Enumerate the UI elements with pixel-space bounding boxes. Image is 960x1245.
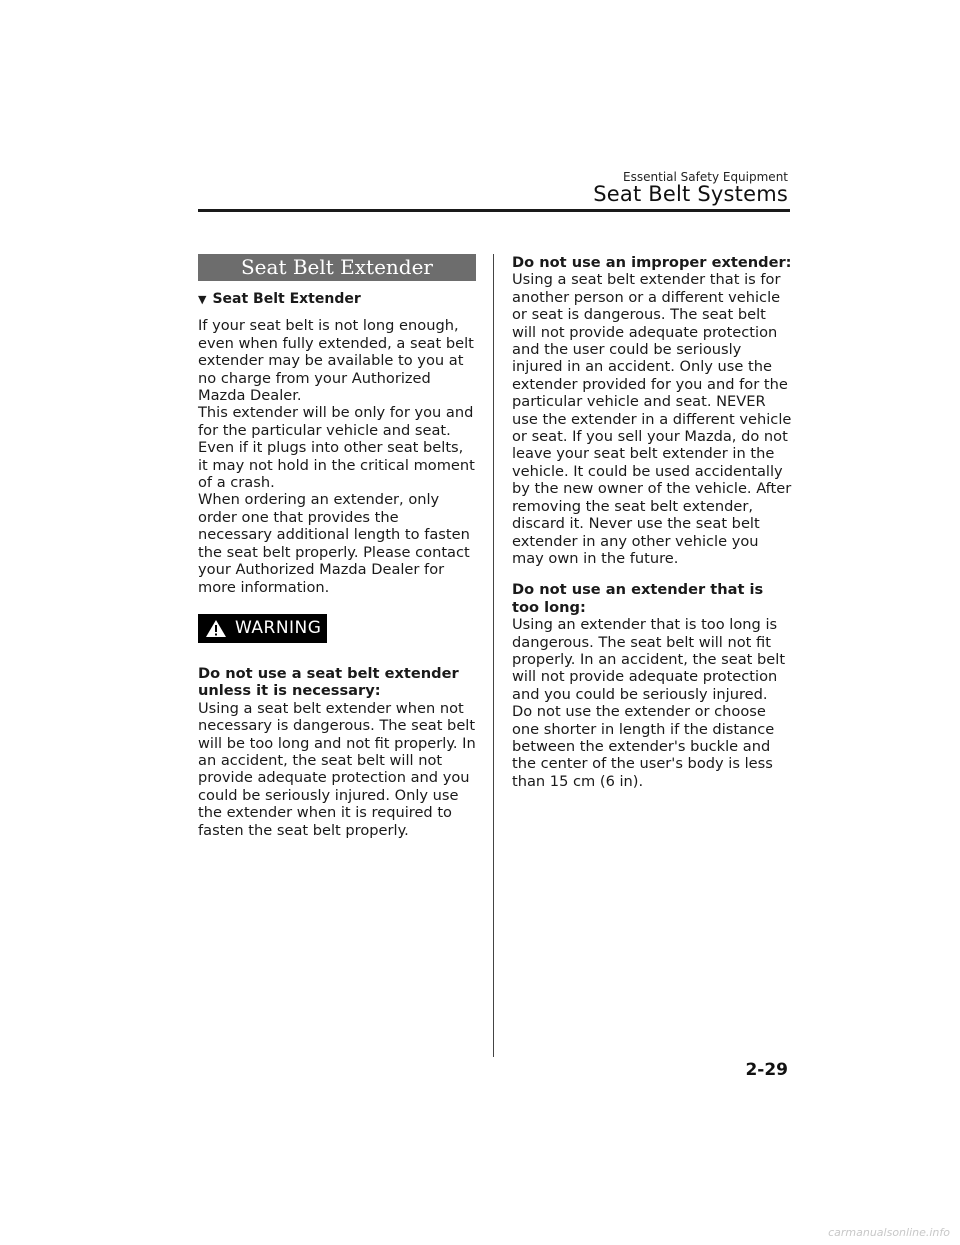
page-number: 2-29 (745, 1060, 788, 1080)
triangle-down-icon: ▼ (198, 293, 207, 306)
chapter-title: Seat Belt Systems (593, 182, 788, 206)
warning-2-heading: Do not use an improper extender: (512, 254, 792, 271)
warning-badge (198, 614, 327, 643)
warning-1-body: Using a seat belt extender when not necessary is dangerous. The seat belt will be too long and not fit properly. In an accident, the seat belt will not provide adequate protection and you could be seriously injured. Only use the extender when it is required to fasten the seat belt properly. (198, 699, 476, 839)
warning-1-heading: Do not use a seat belt extender unless it is necessary: (198, 664, 459, 700)
watermark: carmanualsonline.info (828, 1226, 950, 1239)
column-divider (493, 254, 494, 1057)
left-column (198, 254, 476, 839)
paragraph-3: When ordering an extender, only order one that provides the necessary additional length to fasten the seat belt properly. Please contact your Authorized Mazda Dealer for more information. (198, 491, 470, 596)
subheading-text: Seat Belt Extender (212, 291, 361, 307)
paragraph-1: If your seat belt is not long enough, even when fully extended, a seat belt extender may be available to you at no charge from your Authorized Mazda Dealer. (198, 317, 474, 405)
warning-label: WARNING (235, 617, 322, 638)
warning-triangle-icon (205, 619, 227, 638)
paragraph-2: This extender will be only for you and for the particular vehicle and seat. Even if it plugs into other seat belts, it may not hold in the critical moment of a crash. (198, 404, 475, 492)
header-rule (198, 209, 790, 212)
right-column (512, 254, 792, 790)
subheading (198, 291, 476, 308)
section-name: Essential Safety Equipment (623, 170, 788, 184)
warning-3-body: Using an extender that is too long is dangerous. The seat belt will not fit properly. In an accident, the seat belt will not provide adequate protection and you could be seriously injured. Do not use the extender or choose one shorter in length if the distance between the extender's buckle and the center of the user's body is less than 15 cm (6 in). (512, 616, 786, 790)
warning-2-body: Using a seat belt extender that is for another person or a different vehicle or seat is dangerous. The seat belt will not provide adequate protection and the user could be seriously injured in an accident. Only use the extender provided for you and for the particular vehicle and seat. NEVER use the extender in a different vehicle or seat. If you sell your Mazda, do not leave your seat belt extender in the vehicle. It could be used accidentally by the new owner of the vehicle. After removing the seat belt extender, discard it. Never use the seat belt extender in any other vehicle you may own in the future. (512, 271, 792, 567)
warning-3-heading: Do not use an extender that is too long: (512, 581, 764, 616)
intro-paragraph (198, 317, 476, 596)
section-banner: Seat Belt Extender (198, 254, 476, 281)
